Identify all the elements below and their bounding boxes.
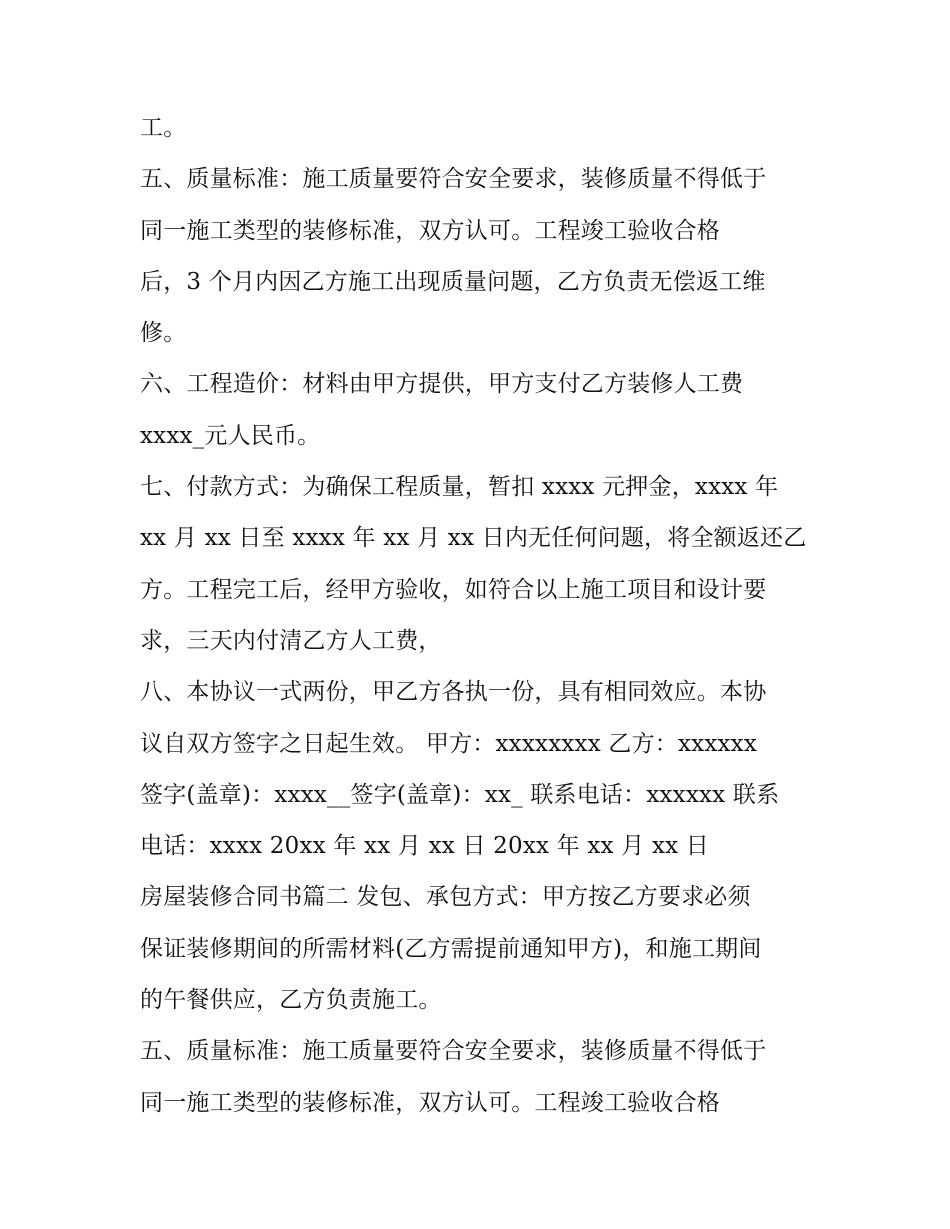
text-line: 同一施工类型的装修标准，双方认可。工程竣工验收合格 bbox=[140, 217, 720, 244]
text-line: 方。工程完工后，经甲方验收，如符合以上施工项目和设计要 bbox=[140, 576, 767, 603]
text-line: 六、工程造价：材料由甲方提供，甲方支付乙方装修人工费 bbox=[140, 371, 744, 398]
text-line: 房屋装修合同书篇二 发包、承包方式：甲方按乙方要求必须 bbox=[140, 884, 751, 911]
text-line: 求，三天内付清乙方人工费， bbox=[140, 627, 442, 654]
text-line: 八、本协议一式两份，甲乙方各执一份，具有相同效应。本协 bbox=[140, 679, 767, 706]
text-line: 五、质量标准：施工质量要符合安全要求，装修质量不得低于 bbox=[140, 1038, 767, 1065]
text-line: xxxx_元人民币。 bbox=[140, 422, 321, 449]
document-body bbox=[140, 103, 820, 1129]
text-line: 的午餐供应，乙方负责施工。 bbox=[140, 987, 442, 1014]
text-line: 修。 bbox=[140, 320, 187, 347]
text-line: 工。 bbox=[140, 115, 187, 141]
text-line: 电话：xxxx 20xx 年 xx 月 xx 日 20xx 年 xx 月 xx 日 bbox=[140, 833, 710, 860]
text-line: 议自双方签字之日起生效。 甲方：xxxxxxxx 乙方：xxxxxx bbox=[140, 730, 758, 757]
text-line: 五、质量标准：施工质量要符合安全要求，装修质量不得低于 bbox=[140, 166, 767, 193]
text-line: 七、付款方式：为确保工程质量，暂扣 xxxx 元押金，xxxx 年 bbox=[140, 474, 779, 501]
text-line: 签字(盖章)：xxxx__签字(盖章)：xx_ 联系电话：xxxxxx 联系 bbox=[140, 781, 780, 808]
text-line: 后，3 个月内因乙方施工出现质量问题，乙方负责无偿返工维 bbox=[140, 268, 766, 295]
text-line: 同一施工类型的装修标准，双方认可。工程竣工验收合格 bbox=[140, 1089, 720, 1116]
text-line: xx 月 xx 日至 xxxx 年 xx 月 xx 日内无任何问题，将全额返还乙 bbox=[140, 525, 807, 552]
text-line: 保证装修期间的所需材料(乙方需提前通知甲方)，和施工期间 bbox=[140, 935, 762, 962]
